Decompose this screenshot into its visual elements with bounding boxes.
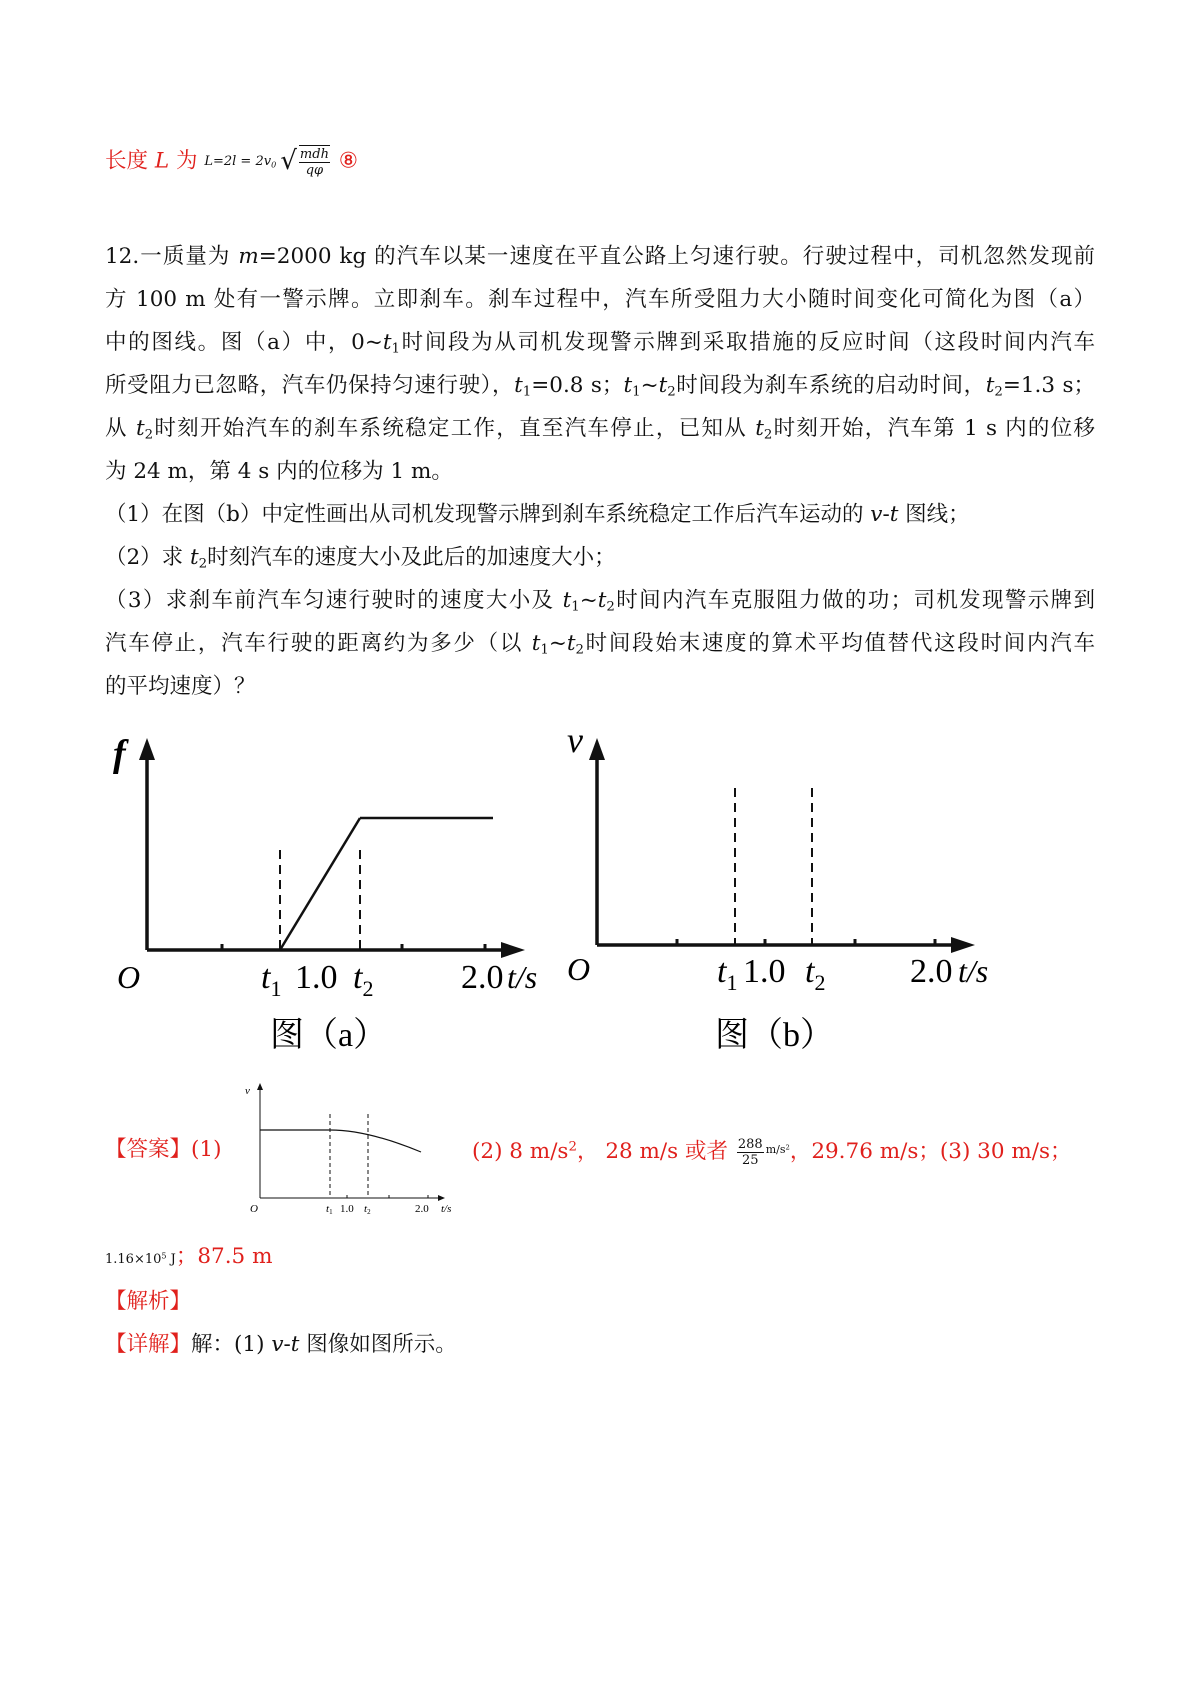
- text-run: 时刻开始，汽车第 1 s 内的位移: [772, 416, 1095, 441]
- problem-line-6: [105, 457, 1095, 487]
- math-variable: t: [514, 373, 523, 398]
- eq8-marker: ⑧: [338, 148, 359, 174]
- mini-t1-label: [326, 1203, 333, 1216]
- answer-fraction-unit: [766, 1143, 790, 1156]
- subscript: 1: [522, 384, 532, 400]
- answer-part2-exp: 2: [568, 1139, 577, 1155]
- math-variable: t: [889, 502, 899, 527]
- problem-line-5: [105, 414, 1095, 444]
- text-run: -: [882, 502, 890, 527]
- eq8-fraction: [299, 145, 330, 178]
- fig-b-t2-label: [805, 953, 825, 995]
- answer-distance: ；87.5 m: [175, 1244, 273, 1269]
- problem-line-1: [105, 242, 1095, 272]
- detail-tag: 【详解】: [105, 1332, 192, 1357]
- analysis-tag: 【解析】: [105, 1289, 192, 1314]
- text-run: 为 24 m，第 4 s 内的位移为 1 m。: [105, 459, 453, 484]
- fig-b-x-arrow-icon: [951, 937, 975, 953]
- fig-a-t1-t: t: [261, 959, 271, 996]
- fig-b-x-unit: t/s: [958, 953, 989, 989]
- eq8-formula: [204, 145, 332, 178]
- answer-continued: [472, 1135, 1102, 1168]
- mini-velocity-curve: [260, 1130, 421, 1152]
- figure-a: [105, 730, 565, 1070]
- fig-a-t2-t: t: [353, 959, 363, 996]
- text-run: 时间段为刹车系统的启动时间，: [675, 373, 986, 398]
- problem-line-4: [105, 371, 1095, 401]
- math-variable: t: [566, 631, 576, 656]
- math-variable: m: [238, 244, 259, 269]
- math-variable: t: [658, 373, 668, 398]
- text-run: （3）求刹车前汽车匀速行驶时的速度大小及: [105, 588, 563, 613]
- fig-a-t2-sub: 2: [362, 976, 374, 1001]
- subscript: 1: [571, 599, 580, 615]
- text-run: ~: [579, 588, 598, 613]
- math-variable: v: [870, 502, 883, 527]
- fig-b-end-tick-label: 2.0: [910, 953, 953, 990]
- detail-text-pre: 解：(1): [191, 1332, 272, 1357]
- detail-v: v: [271, 1332, 284, 1357]
- fig-a-origin: O: [117, 959, 141, 995]
- subscript: 1: [632, 384, 641, 400]
- text-run: （2）求: [105, 545, 191, 570]
- fig-b-origin: O: [567, 951, 591, 987]
- eq8-fraction-num: mdh: [299, 147, 329, 162]
- text-run: 时刻汽车的速度大小及此后的加速度大小；: [207, 545, 616, 570]
- problem-line-2: [105, 285, 1095, 315]
- fig-a-y-label: f: [113, 733, 126, 775]
- answer-sep1: ，: [576, 1139, 599, 1164]
- fig-b-t1-label: [717, 953, 737, 995]
- text-run: 的平均速度）？: [105, 674, 256, 699]
- mini-x-unit: t/s: [441, 1203, 452, 1215]
- subscript: 2: [667, 384, 676, 400]
- mini-t2-label: [364, 1203, 371, 1216]
- equation-8-line: [105, 145, 1095, 178]
- fig-a-ramp-line: [280, 818, 360, 950]
- fig-a-x-unit: t/s: [507, 959, 538, 995]
- figure-b: [565, 730, 1025, 1070]
- mini-t2-t: t: [364, 1203, 368, 1215]
- mini-x-arrow-icon: [438, 1195, 445, 1201]
- math-variable: t: [985, 373, 995, 398]
- text-run: 所受阻力已忽略，汽车仍保持匀速行驶），: [105, 373, 515, 398]
- fig-b-t2-sub: 2: [814, 970, 826, 995]
- mini-end-tick-label: 2.0: [415, 1203, 429, 1215]
- eq8-prefix: 长度: [105, 148, 149, 174]
- question-3-line-1: [105, 586, 1095, 616]
- fig-a-t1-sub: 1: [270, 976, 282, 1001]
- subscript: 2: [144, 427, 154, 443]
- text-run: 方 100 m 处有一警示牌。立即刹车。刹车过程中，汽车所受阻力大小随时间变化可简化为图（a）: [105, 287, 1095, 312]
- fig-a-x-arrow-icon: [501, 942, 525, 958]
- text-run: =0.8 s；: [531, 373, 624, 398]
- problem-line-3: [105, 328, 1095, 358]
- subscript: 1: [391, 341, 400, 357]
- mini-y-arrow-icon: [257, 1083, 263, 1090]
- math-variable: t: [382, 330, 392, 355]
- text-run: ~: [640, 373, 659, 398]
- answer-fraction-den: 25: [742, 1152, 759, 1168]
- mini-t2-sub: 2: [367, 1208, 371, 1216]
- text-run: 时刻开始汽车的刹车系统稳定工作，直至汽车停止，已知从: [153, 416, 756, 441]
- text-run: 12.一质量为: [105, 244, 239, 269]
- math-variable: t: [562, 588, 572, 613]
- text-run: 时间段为从司机发现警示牌到采取措施的反应时间（这段时间内汽车: [399, 330, 1095, 355]
- eq8-formula-sub: 0: [271, 160, 277, 170]
- question-2: [105, 543, 1095, 573]
- text-run: =1.3 s；: [1002, 373, 1095, 398]
- answer-work-mantissa: 1.16×10: [105, 1252, 162, 1267]
- detail-line: [105, 1330, 1095, 1360]
- mini-t1-t: t: [326, 1203, 330, 1215]
- fig-b-mid-tick-label: 1.0: [743, 953, 786, 990]
- subscript: 2: [763, 427, 773, 443]
- math-variable: t: [597, 588, 607, 613]
- answer-work: [105, 1252, 176, 1267]
- math-variable: t: [135, 416, 145, 441]
- answer-work-line: [105, 1242, 1095, 1275]
- answer-v28: 28 m/s 或者: [605, 1139, 729, 1164]
- answer-mini-graph: [243, 1080, 468, 1220]
- question-3-line-2: [105, 629, 1095, 659]
- eq8-var-L: L: [154, 148, 170, 174]
- text-run: 时间段始末速度的算术平均值替代这段时间内汽车: [583, 631, 1095, 656]
- fig-a-mid-tick-label: 1.0: [295, 959, 338, 996]
- answer-part1: (1): [191, 1137, 222, 1162]
- detail-text-post: 图像如图所示。: [299, 1332, 457, 1357]
- mini-y-label: v: [245, 1085, 250, 1097]
- text-run: 图线；: [898, 502, 970, 527]
- text-run: 中的图线。图（a）中，0~: [105, 330, 383, 355]
- math-variable: t: [755, 416, 764, 441]
- mini-origin: O: [250, 1203, 258, 1215]
- eq8-formula-lhs: L=2l = 2v: [204, 154, 272, 169]
- math-variable: t: [623, 373, 633, 398]
- answer-work-unit: J: [166, 1252, 176, 1267]
- answer-fraction-num: 288: [737, 1136, 763, 1152]
- fig-a-t2-label: [353, 959, 373, 1001]
- fig-b-y-arrow-icon: [589, 738, 605, 760]
- fig-b-t2-t: t: [805, 953, 815, 990]
- fig-a-t1-label: [261, 959, 281, 1001]
- fig-b-caption: 图（b）: [715, 1017, 834, 1054]
- subscript: 2: [994, 384, 1003, 400]
- fig-b-t1-t: t: [717, 953, 727, 990]
- eq8-suffix: 为: [175, 148, 198, 174]
- subscript: 1: [540, 642, 549, 658]
- answer-tag: 【答案】: [105, 1137, 192, 1162]
- answer-part2: (2) 8 m/s: [472, 1139, 569, 1164]
- eq8-fraction-den: qφ: [305, 163, 324, 178]
- text-run: ~: [548, 631, 567, 656]
- math-variable: t: [531, 631, 541, 656]
- fig-a-end-tick-label: 2.0: [461, 959, 504, 996]
- answer-v2976: ，29.76 m/s；(3) 30 m/s；: [789, 1139, 1072, 1164]
- answer-fraction-unit-exp: 2: [785, 1143, 790, 1152]
- fig-a-caption: 图（a）: [270, 1017, 388, 1054]
- question-3-line-3: [105, 672, 1095, 702]
- subscript: 2: [575, 642, 584, 658]
- mini-t1-sub: 1: [329, 1208, 333, 1216]
- detail-dash: -: [283, 1332, 291, 1357]
- text-run: （1）在图（b）中定性画出从司机发现警示牌到刹车系统稳定工作后汽车运动的: [105, 502, 871, 527]
- math-variable: t: [190, 545, 199, 570]
- answer-work-exp: 5: [161, 1251, 167, 1261]
- text-run: 时间内汽车克服阻力做的功；司机发现警示牌到: [614, 588, 1095, 613]
- fig-b-y-label: v: [567, 730, 583, 760]
- subscript: 2: [198, 556, 208, 572]
- answer-fraction-unit-text: m/s: [765, 1143, 786, 1156]
- eq8-sqrt-sign: √: [280, 146, 297, 176]
- text-run: 从: [105, 416, 136, 441]
- detail-t: t: [290, 1332, 300, 1357]
- question-1: [105, 500, 1095, 530]
- text-run: 汽车停止，汽车行驶的距离约为多少（以: [105, 631, 532, 656]
- fig-a-y-arrow-icon: [139, 738, 155, 760]
- answer-label: [105, 1135, 245, 1165]
- fig-b-t1-sub: 1: [726, 970, 738, 995]
- mini-mid-tick-label: 1.0: [340, 1203, 354, 1215]
- answer-fraction: [737, 1137, 764, 1168]
- text-run: =2000 kg 的汽车以某一速度在平直公路上匀速行驶。行驶过程中，司机忽然发现前: [258, 244, 1095, 269]
- subscript: 2: [606, 599, 615, 615]
